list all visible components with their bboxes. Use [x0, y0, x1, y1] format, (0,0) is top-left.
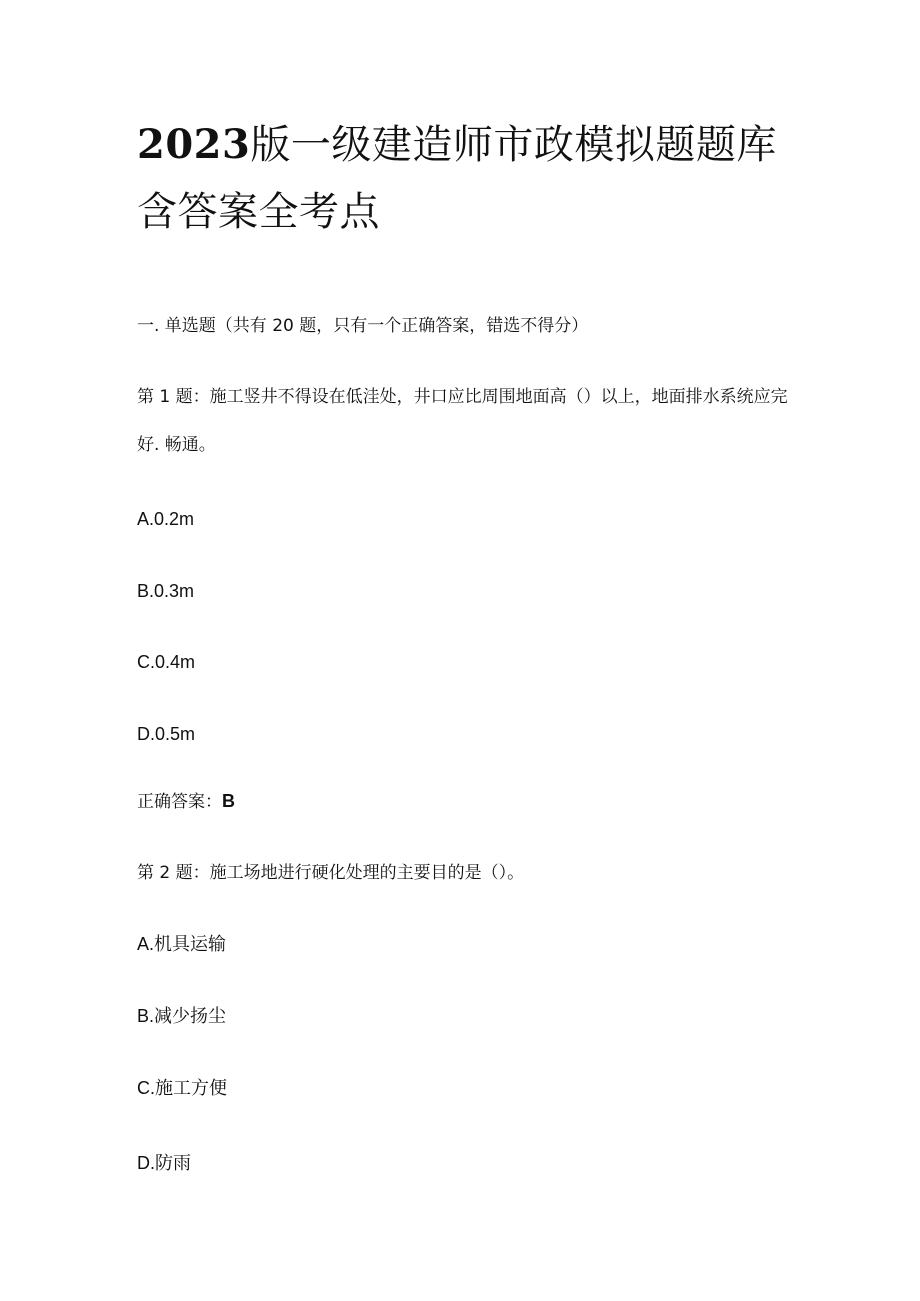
question-1-option-b: B.0.3m — [137, 581, 195, 601]
question-2-option-a: A.机具运输 — [137, 934, 227, 954]
document-title-line-2: 含答案全考点 — [137, 189, 380, 235]
question-1-stem-line-1: 第 1 题：施工竖井不得设在低洼处，井口应比周围地面高（）以上，地面排水系统应完 — [137, 387, 788, 407]
question-1-option-c: C.0.4m — [137, 652, 196, 672]
question-2-option-c: C.施工方便 — [137, 1078, 227, 1098]
section-heading: 一. 单选题（共有 20 题，只有一个正确答案，错选不得分） — [137, 316, 589, 336]
title-year: 2023 — [137, 121, 251, 168]
answer-label: 正确答案： — [137, 792, 222, 812]
question-2-option-b: B.减少扬尘 — [137, 1006, 227, 1026]
question-1-stem-line-2: 好. 畅通。 — [137, 435, 216, 455]
question-2-stem-line-1: 第 2 题：施工场地进行硬化处理的主要目的是（）。 — [137, 863, 525, 883]
question-1-option-a: A.0.2m — [137, 509, 195, 529]
question-2-option-d: D.防雨 — [137, 1153, 191, 1173]
answer-value: B — [222, 791, 235, 811]
question-1-answer — [137, 790, 235, 813]
document-title-line-1 — [137, 121, 797, 169]
title-text: 版一级建造师市政模拟题题库 — [250, 122, 777, 168]
question-1-option-d: D.0.5m — [137, 724, 196, 744]
